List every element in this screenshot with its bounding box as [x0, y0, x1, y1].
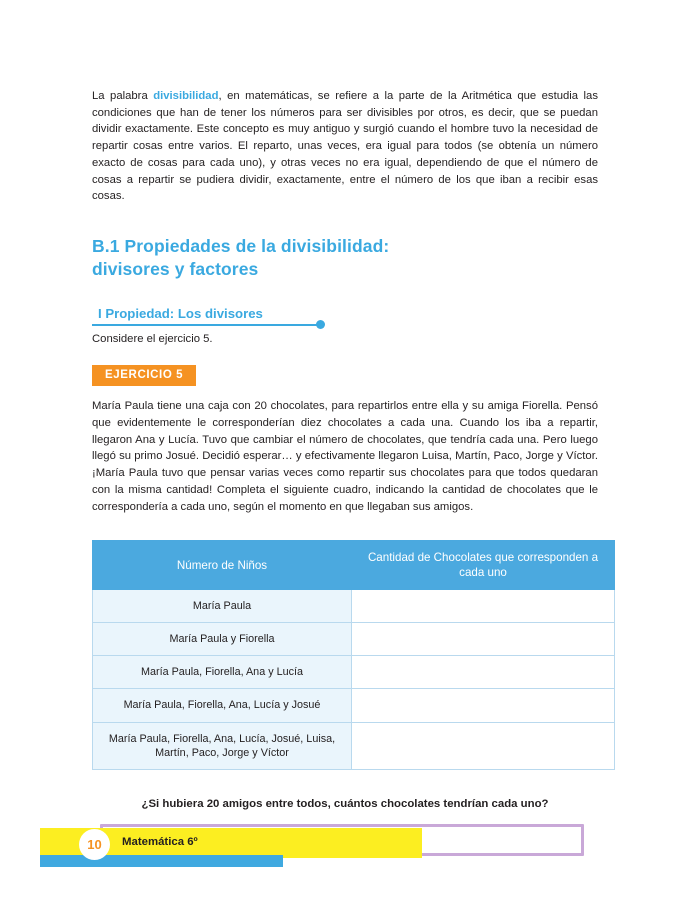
table-cell-label: María Paula, Fiorella, Ana, Lucía y Josué [93, 689, 352, 722]
footer-label: Matemática 6º [122, 836, 198, 848]
table-cell-answer[interactable] [352, 722, 615, 769]
intro-text-after: , en matemáticas, se refiere a la parte de la Aritmética que estudia las condiciones que han de tener los números para ser divisibles por otros, es decir, que se puedan dividir exactamente. Este concepto es muy antiguo y surgió cuando el hombre tuvo la necesidad de repartir cosas entre varios. El reparto, unas veces, era igual para todos (se obtenía un número exacto de cosas para cada uno), y otras veces no era igual, dependiendo de que el número de cosas a repartir se pudiera dividir, exactamente, entre el número de los que iban a recibir esas cosas. [92, 90, 598, 203]
exercise-statement: María Paula tiene una caja con 20 chocolates, para repartirlos entre ella y su amiga Fiorella. Pensó que evidentemente le corresponderían diez chocolates a cada una. Cuando los iba a repartir, llegaron Ana y Lucía. Tuvo que cambiar el número de chocolates, que tendría cada una. Pero luego llegó su primo Josué. Decidió esperar… y efectivamente llegaron Luisa, Martín, Paco, Jorge y Víctor. ¡María Paula tuvo que pensar varias veces como repartir sus chocolates para que todos quedaran con la misma cantidad! Completa el siguiente cuadro, indicando la cantidad de chocolates que le correspondería a cada uno, según el momento en que llegaban sus amigos. [92, 400, 598, 513]
table-cell-answer[interactable] [352, 689, 615, 722]
chocolates-table [92, 540, 615, 769]
exercise-badge: EJERCICIO 5 [92, 365, 196, 386]
property-underline [92, 324, 322, 326]
table-cell-answer[interactable] [352, 656, 615, 689]
table-header-row [93, 541, 615, 590]
section-title [92, 235, 598, 281]
table-cell-label: María Paula y Fiorella [93, 623, 352, 656]
table-row [93, 590, 615, 623]
keyword-divisibilidad: divisibilidad [153, 90, 219, 102]
section-title-line1: B.1 Propiedades de la divisibilidad: [92, 236, 390, 257]
intro-text-before: La palabra [92, 90, 154, 102]
table-row [93, 722, 615, 769]
section-title-line2: divisores y factores [92, 259, 259, 280]
table-header-children: Número de Niños [93, 541, 352, 590]
intro-paragraph [92, 88, 598, 205]
property-heading: I Propiedad: Los divisores [98, 306, 263, 322]
table-cell-answer[interactable] [352, 623, 615, 656]
table-row [93, 656, 615, 689]
page-number-badge: 10 [79, 829, 110, 860]
footer-blue-bar [40, 855, 283, 867]
table-cell-label: María Paula, Fiorella, Ana y Lucía [93, 656, 352, 689]
table-row [93, 623, 615, 656]
page-content [92, 88, 598, 856]
table-header-chocolates: Cantidad de Chocolates que corresponden a cada uno [352, 541, 615, 590]
consider-text: Considere el ejercicio 5. [92, 333, 213, 346]
table-row [93, 689, 615, 722]
final-question: ¿Si hubiera 20 amigos entre todos, cuántos chocolates tendrían cada uno? [141, 797, 549, 810]
table-cell-answer[interactable] [352, 590, 615, 623]
table-cell-label: María Paula [93, 590, 352, 623]
table-cell-label: María Paula, Fiorella, Ana, Lucía, Josué, Luisa, Martín, Paco, Jorge y Víctor [93, 722, 352, 769]
property-heading-wrap [92, 305, 598, 327]
bullet-dot-icon [316, 320, 325, 329]
